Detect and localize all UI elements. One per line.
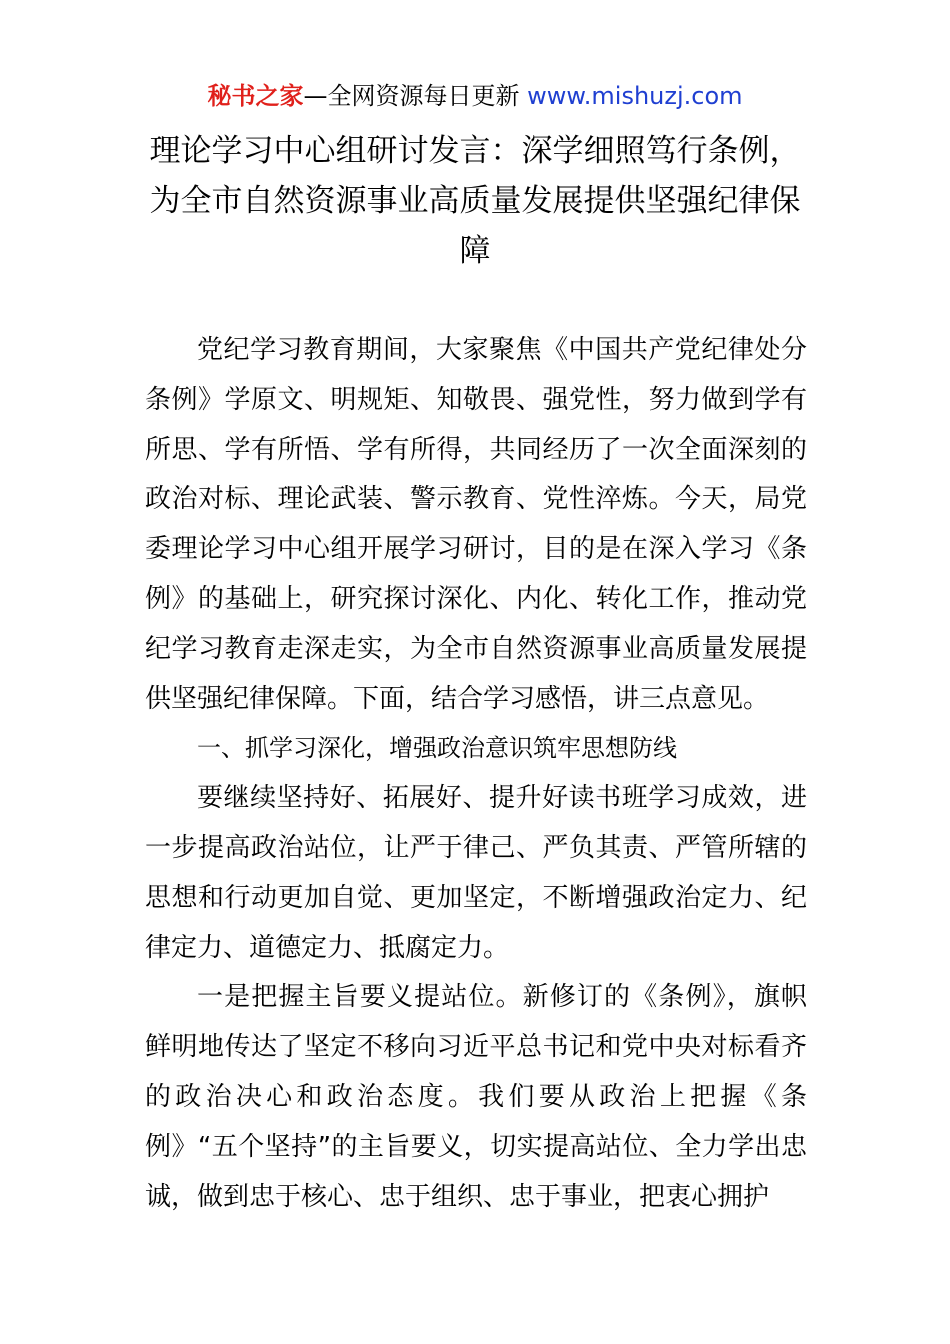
document-body xyxy=(145,326,807,1222)
section-heading: 一、抓学习深化，增强政治意识筑牢思想防线 xyxy=(197,734,677,763)
paragraph-section-intro: 要继续坚持好、拓展好、提升好读书班学习成效，进一步提高政治站位，让严于律己、严负其责、严管所辖的思想和行动更加自觉、更加坚定，不断增强政治定力、纪律定力、道德定力、抵腐定力。 xyxy=(145,783,807,963)
site-header xyxy=(0,80,950,112)
site-brand: 秘书之家 xyxy=(207,82,304,110)
paragraph-point-one: 一是把握主旨要义提站位。新修订的《条例》，旗帜鲜明地传达了坚定不移向习近平总书记和党中央对标看齐的政治决心和政治态度。我们要从政治上把握《条例》“五个坚持”的主旨要义，切实提高站位、全力学出忠诚，做到忠于核心、忠于组织、忠于事业，把衷心拥护 xyxy=(145,982,807,1212)
document-title: 理论学习中心组研讨发言：深学细照笃行条例，为全市自然资源事业高质量发展提供坚强纪律保障 xyxy=(149,133,801,269)
paragraph-intro: 党纪学习教育期间，大家聚焦《中国共产党纪律处分条例》学原文、明规矩、知敬畏、强党性，努力做到学有所思、学有所悟、学有所得，共同经历了一次全面深刻的政治对标、理论武装、警示教育、党性淬炼。今天，局党委理论学习中心组开展学习研讨，目的是在深入学习《条例》的基础上，研究探讨深化、内化、转化工作，推动党纪学习教育走深走实，为全市自然资源事业高质量发展提供坚强纪律保障。下面，结合学习感悟，讲三点意见。 xyxy=(145,335,807,714)
site-url-link[interactable]: www.mishuzj.com xyxy=(527,82,743,110)
site-tagline: —全网资源每日更新 xyxy=(303,82,520,110)
